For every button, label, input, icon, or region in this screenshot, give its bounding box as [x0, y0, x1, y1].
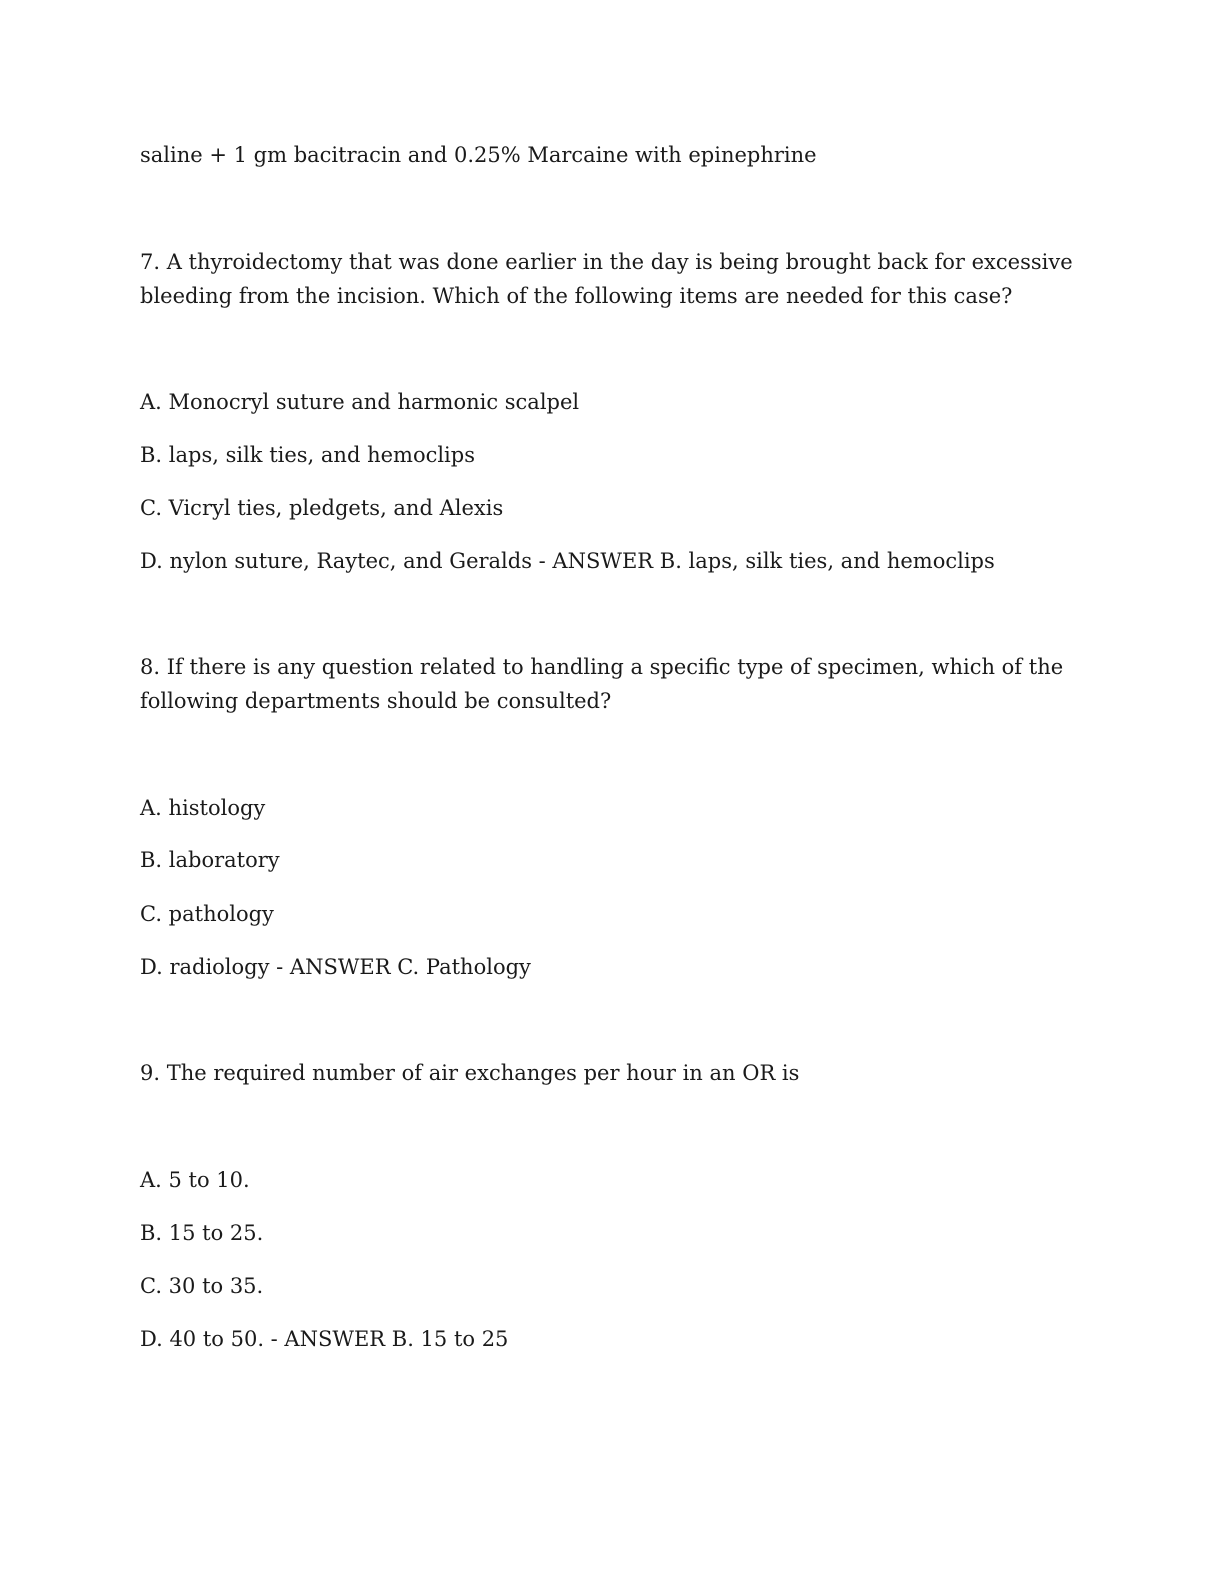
question-9-stem-line-1: 9. The required number of air exchanges per hour in an OR is	[140, 1061, 800, 1085]
question-7-option-b: B. laps, silk ties, and hemoclips	[140, 443, 475, 467]
question-7-option-d-answer: D. nylon suture, Raytec, and Geralds - ANSWER B. laps, silk ties, and hemoclips	[140, 549, 995, 573]
question-9-option-a: A. 5 to 10.	[140, 1168, 250, 1192]
question-8-option-b: B. laboratory	[140, 848, 280, 872]
question-7-stem-line-1: 7. A thyroidectomy that was done earlier in the day is being brought back for excessive	[140, 250, 1073, 274]
question-8-stem-line-1: 8. If there is any question related to handling a specific type of specimen, which of the	[140, 655, 1064, 679]
continuation-text: saline + 1 gm bacitracin and 0.25% Marcaine with epinephrine	[140, 143, 817, 167]
question-9-option-c: C. 30 to 35.	[140, 1274, 264, 1298]
question-7-stem-line-2: bleeding from the incision. Which of the following items are needed for this case?	[140, 284, 1013, 308]
question-8-option-a: A. histology	[140, 796, 266, 820]
question-8-option-d-answer: D. radiology - ANSWER C. Pathology	[140, 955, 531, 979]
question-9-option-d-answer: D. 40 to 50. - ANSWER B. 15 to 25	[140, 1327, 509, 1351]
question-7-option-a: A. Monocryl suture and harmonic scalpel	[140, 390, 580, 414]
question-9-option-b: B. 15 to 25.	[140, 1221, 264, 1245]
question-8-stem-line-2: following departments should be consulted?	[140, 689, 612, 713]
question-8-option-c: C. pathology	[140, 902, 274, 926]
question-7-option-c: C. Vicryl ties, pledgets, and Alexis	[140, 496, 504, 520]
